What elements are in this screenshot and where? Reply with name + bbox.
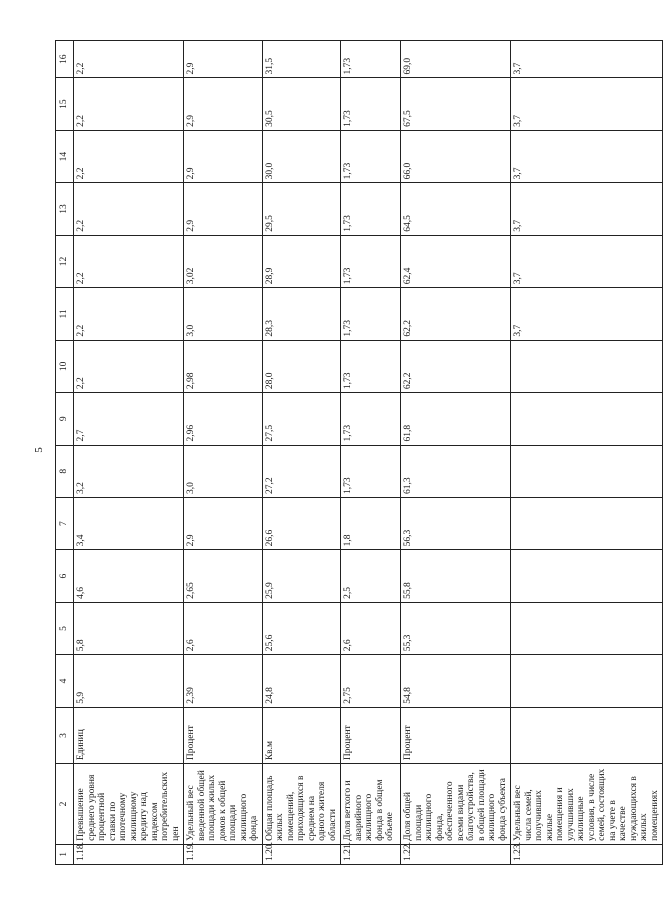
value-cell: 3,7: [511, 183, 663, 235]
value-cell: 2,2: [74, 130, 184, 182]
table-row: [74, 41, 184, 865]
indicator-name: Доля общей площади жилищного фонда, обеспеченного всеми видами благоустройства, в общей площади жилищного фонда субъекта: [401, 764, 511, 845]
column-header: 8: [56, 445, 74, 497]
value-cell: 2,2: [74, 78, 184, 130]
value-cell: 1,73: [341, 183, 401, 235]
page-number: 5: [32, 447, 45, 453]
unit-cell: Процент: [401, 707, 511, 763]
table-container: [55, 40, 660, 865]
unit-cell: [511, 707, 663, 763]
value-cell: 31,5: [262, 41, 341, 78]
unit-cell: Процент: [184, 707, 263, 763]
value-cell: 3,02: [184, 235, 263, 287]
value-cell: 2,9: [184, 41, 263, 78]
value-cell: 62,2: [401, 340, 511, 392]
value-cell: 30,0: [262, 130, 341, 182]
value-cell: 1,73: [341, 41, 401, 78]
value-cell: 2,2: [74, 41, 184, 78]
value-cell: 55,8: [401, 550, 511, 602]
value-cell: 3,0: [184, 288, 263, 340]
value-cell: 3,7: [511, 235, 663, 287]
value-cell: 26,6: [262, 497, 341, 549]
value-cell: 1,73: [341, 130, 401, 182]
value-cell: 67,5: [401, 78, 511, 130]
value-cell: 5,9: [74, 655, 184, 707]
value-cell: 27,2: [262, 445, 341, 497]
value-cell: 3,4: [74, 497, 184, 549]
value-cell: 2,9: [184, 130, 263, 182]
column-header: 7: [56, 497, 74, 549]
value-cell: [511, 550, 663, 602]
table-row: [341, 41, 401, 865]
value-cell: [511, 497, 663, 549]
value-cell: 62,2: [401, 288, 511, 340]
value-cell: 3,7: [511, 41, 663, 78]
value-cell: 2,96: [184, 393, 263, 445]
value-cell: 2,2: [74, 340, 184, 392]
column-header: 9: [56, 393, 74, 445]
value-cell: 1,73: [341, 340, 401, 392]
value-cell: 2,98: [184, 340, 263, 392]
value-cell: 3,7: [511, 288, 663, 340]
indicator-name: Превышение среднего уровня процентной ставки по ипотечному жилищному кредиту над индексом потребительских цен: [74, 764, 184, 845]
value-cell: 2,9: [184, 497, 263, 549]
value-cell: 56,3: [401, 497, 511, 549]
column-header: 1: [56, 844, 74, 864]
column-header: 6: [56, 550, 74, 602]
header-row: [56, 41, 74, 865]
value-cell: 2,75: [341, 655, 401, 707]
value-cell: 3,7: [511, 130, 663, 182]
value-cell: 61,8: [401, 393, 511, 445]
column-header: 16: [56, 41, 74, 78]
unit-cell: Единиц: [74, 707, 184, 763]
value-cell: 55,3: [401, 602, 511, 654]
value-cell: 25,6: [262, 602, 341, 654]
column-header: 14: [56, 130, 74, 182]
table-row: [511, 41, 663, 865]
value-cell: 3,7: [511, 78, 663, 130]
value-cell: 64,5: [401, 183, 511, 235]
value-cell: 2,9: [184, 78, 263, 130]
value-cell: 1,73: [341, 393, 401, 445]
value-cell: 25,9: [262, 550, 341, 602]
value-cell: 2,7: [74, 393, 184, 445]
column-header: 10: [56, 340, 74, 392]
indicator-name: Удельный вес числа семей, получивших жилые помещения и улучшивших жилищные условия, в числе семей, состоящих на учете в качестве нуждающихся в жилых помещениях: [511, 764, 663, 845]
value-cell: 2,2: [74, 288, 184, 340]
value-cell: 54,8: [401, 655, 511, 707]
value-cell: 2,6: [184, 602, 263, 654]
row-number: 1.18.: [74, 844, 184, 864]
table-row: [184, 41, 263, 865]
table-row: [262, 41, 341, 865]
value-cell: 61,3: [401, 445, 511, 497]
unit-cell: Процент: [341, 707, 401, 763]
value-cell: 28,9: [262, 235, 341, 287]
value-cell: 4,6: [74, 550, 184, 602]
value-cell: 5,8: [74, 602, 184, 654]
row-number: 1.19.: [184, 844, 263, 864]
value-cell: 1,73: [341, 235, 401, 287]
column-header: 5: [56, 602, 74, 654]
value-cell: 2,2: [74, 235, 184, 287]
value-cell: 2,2: [74, 183, 184, 235]
value-cell: 29,5: [262, 183, 341, 235]
column-header: 12: [56, 235, 74, 287]
row-number: 1.23.: [511, 844, 663, 864]
value-cell: 2,65: [184, 550, 263, 602]
value-cell: 69,0: [401, 41, 511, 78]
value-cell: 30,5: [262, 78, 341, 130]
value-cell: [511, 393, 663, 445]
value-cell: 1,73: [341, 288, 401, 340]
value-cell: [511, 602, 663, 654]
unit-cell: Кв.м: [262, 707, 341, 763]
indicator-name: Общая площадь жилых помещений, приходящихся в среднем на одного жителя области: [262, 764, 341, 845]
value-cell: 2,39: [184, 655, 263, 707]
table-row: [401, 41, 511, 865]
value-cell: 27,5: [262, 393, 341, 445]
column-header: 15: [56, 78, 74, 130]
column-header: 3: [56, 707, 74, 763]
value-cell: 1,73: [341, 445, 401, 497]
value-cell: 66,0: [401, 130, 511, 182]
value-cell: 1,8: [341, 497, 401, 549]
column-header: 13: [56, 183, 74, 235]
value-cell: 28,0: [262, 340, 341, 392]
row-number: 1.22.: [401, 844, 511, 864]
column-header: 11: [56, 288, 74, 340]
row-number: 1.21.: [341, 844, 401, 864]
value-cell: 3,0: [184, 445, 263, 497]
value-cell: [511, 655, 663, 707]
value-cell: [511, 340, 663, 392]
value-cell: 24,8: [262, 655, 341, 707]
value-cell: 2,5: [341, 550, 401, 602]
value-cell: 28,3: [262, 288, 341, 340]
value-cell: 2,6: [341, 602, 401, 654]
value-cell: 62,4: [401, 235, 511, 287]
indicator-name: Удельный вес введенной общей площади жилых домов к общей площади жилищного фонда: [184, 764, 263, 845]
column-header: 4: [56, 655, 74, 707]
indicator-name: Доля ветхого и аварийного жилищного фонда в общем объеме: [341, 764, 401, 845]
value-cell: 1,73: [341, 78, 401, 130]
value-cell: [511, 445, 663, 497]
row-number: 1.20.: [262, 844, 341, 864]
value-cell: 2,9: [184, 183, 263, 235]
value-cell: 3,2: [74, 445, 184, 497]
indicators-table: [55, 40, 663, 865]
column-header: 2: [56, 764, 74, 845]
